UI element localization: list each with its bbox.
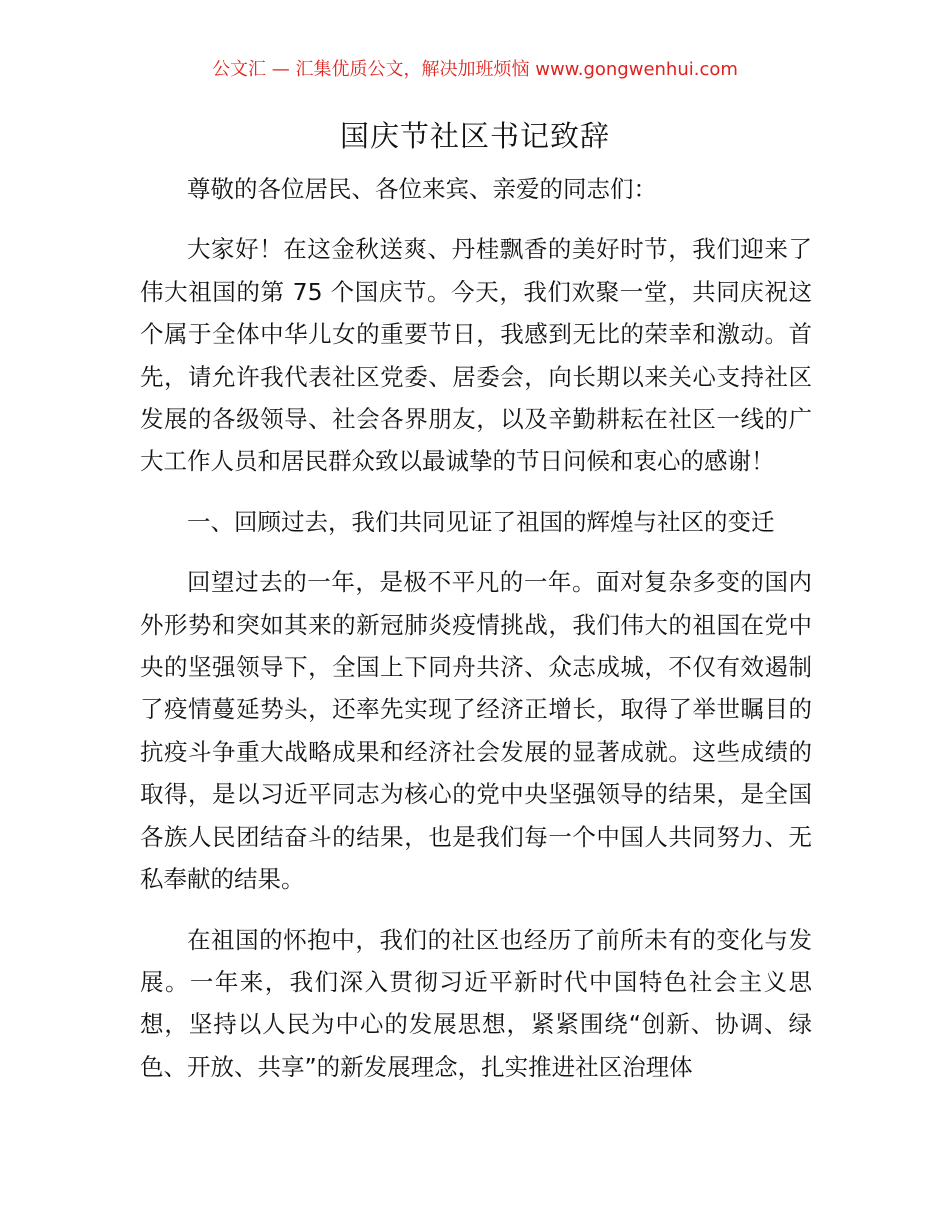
site-header-banner: 公文汇 — 汇集优质公文，解决加班烦恼 www.gongwenhui.com — [212, 59, 738, 80]
paragraph-review: 回望过去的一年，是极不平凡的一年。面对复杂多变的国内外形势和突如其来的新冠肺炎疫情挑战，我们伟大的祖国在党中央的坚强领导下，全国上下同舟共济、众志成城，不仅有效遏制了疫情蔓延势头，还率先实现了经济正增长，取得了举世瞩目的抗疫斗争重大战略成果和经济社会发展的显著成就。这些成绩的取得，是以习近平同志为核心的党中央坚强领导的结果，是全国各族人民团结奋斗的结果，也是我们每一个中国人共同努力、无私奉献的结果。 — [140, 568, 812, 894]
paragraph-opening: 大家好！在这金秋送爽、丹桂飘香的美好时节，我们迎来了伟大祖国的第 75 个国庆节。今天，我们欢聚一堂，共同庆祝这个属于全体中华儿女的重要节日，我感到无比的荣幸和激动。首先，请允许我代表社区党委、居委会，向长期以来关心支持社区发展的各级领导、社会各界朋友，以及辛勤耕耘在社区一线的广大工作人员和居民群众致以最诚挚的节日问候和衷心的感谢！ — [140, 235, 812, 476]
document-body — [140, 168, 812, 1088]
section-heading-1: 一、回顾过去，我们共同见证了祖国的辉煌与社区的变迁 — [187, 507, 775, 536]
salutation: 尊敬的各位居民、各位来宾、亲爱的同志们： — [187, 175, 657, 203]
paragraph-community: 在祖国的怀抱中，我们的社区也经历了前所未有的变化与发展。一年来，我们深入贯彻习近平新时代中国特色社会主义思想，坚持以人民为中心的发展思想，紧紧围绕“创新、协调、绿色、开放、共享”的新发展理念，扎实推进社区治理体 — [140, 925, 812, 1081]
document-title: 国庆节社区书记致辞 — [339, 119, 610, 153]
